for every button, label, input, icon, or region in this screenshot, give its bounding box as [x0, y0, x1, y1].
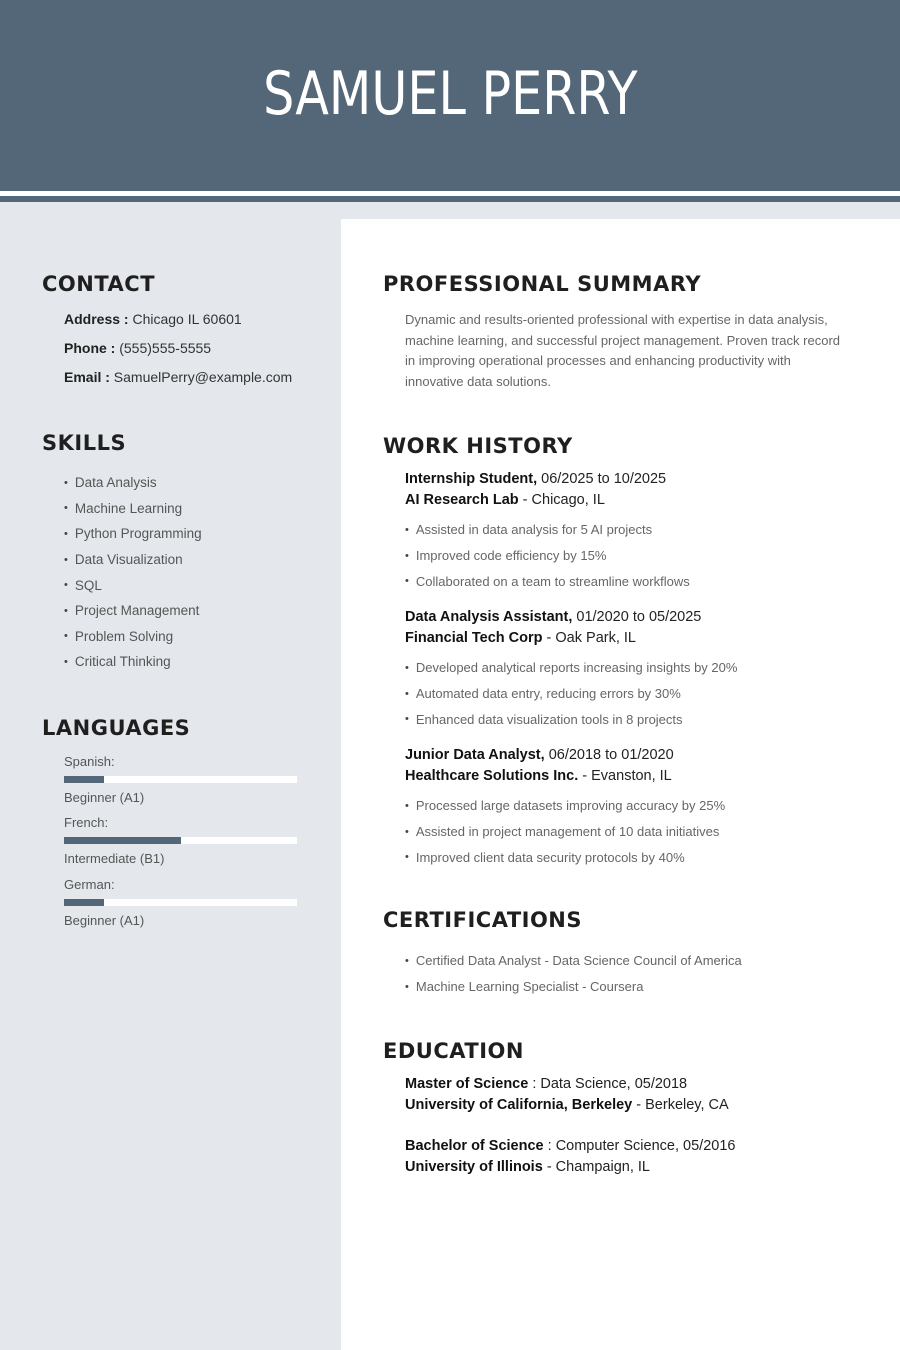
language-item — [64, 877, 298, 928]
job-entry — [405, 747, 865, 870]
degree-line — [405, 1138, 865, 1159]
skill-item: • Data Visualization — [64, 547, 202, 573]
job-bullet: • Assisted in data analysis for 5 AI projects — [405, 517, 865, 543]
language-proficiency-fill — [64, 837, 181, 844]
school-location: - Berkeley, CA — [636, 1097, 729, 1113]
certification-item: • Machine Learning Specialist - Coursera — [405, 974, 742, 1000]
school-name: University of Illinois — [405, 1159, 543, 1175]
header-accent-strip — [341, 202, 900, 219]
job-bullet: • Enhanced data visualization tools in 8 projects — [405, 707, 865, 733]
job-bullet: • Processed large datasets improving accuracy by 25% — [405, 793, 865, 819]
job-bullet: • Automated data entry, reducing errors by 30% — [405, 681, 865, 707]
work-history-heading: WORK HISTORY — [383, 434, 573, 458]
job-entry — [405, 609, 865, 732]
skill-item: • Data Analysis — [64, 470, 202, 496]
job-location: - Chicago, IL — [522, 492, 605, 508]
job-company-line — [405, 492, 865, 513]
language-name: French: — [64, 815, 109, 830]
contact-address — [64, 311, 242, 327]
job-role: Junior Data Analyst, — [405, 747, 545, 763]
job-role: Data Analysis Assistant, — [405, 609, 573, 625]
job-bullet: • Developed analytical reports increasing insights by 20% — [405, 655, 865, 681]
education-entry — [405, 1076, 865, 1118]
job-company: Healthcare Solutions Inc. — [405, 768, 579, 784]
job-entry — [405, 471, 865, 594]
address-label: Address : — [64, 311, 129, 327]
phone-value: (555)555-5555 — [119, 340, 212, 356]
degree-field: : Computer Science, 05/2016 — [547, 1138, 736, 1154]
skills-heading: SKILLS — [42, 431, 127, 455]
job-company-line — [405, 768, 865, 789]
summary-text: Dynamic and results-oriented professional with expertise in data analysis, machine learning, and successful project management. Proven track record in improving operational processes and enhancing productivity with innovative data solutions. — [405, 312, 840, 389]
language-name: German: — [64, 877, 115, 892]
degree-name: Master of Science — [405, 1076, 529, 1092]
skill-item: • SQL — [64, 572, 202, 598]
contact-email — [64, 369, 292, 385]
language-level: Beginner (A1) — [64, 913, 145, 928]
job-role-line — [405, 471, 865, 492]
language-proficiency-bar — [64, 899, 297, 906]
skill-item: • Critical Thinking — [64, 649, 202, 675]
languages-heading: LANGUAGES — [42, 716, 191, 740]
phone-label: Phone : — [64, 340, 116, 356]
job-location: - Evanston, IL — [582, 768, 672, 784]
job-role-line — [405, 747, 865, 768]
job-company: AI Research Lab — [405, 492, 519, 508]
address-value: Chicago IL 60601 — [132, 311, 242, 327]
skill-item: • Project Management — [64, 598, 202, 624]
candidate-name: SAMUEL PERRY — [262, 58, 638, 129]
language-proficiency-fill — [64, 899, 104, 906]
job-company: Financial Tech Corp — [405, 630, 543, 646]
job-bullet: • Improved client data security protocols by 40% — [405, 845, 865, 871]
language-proficiency-bar — [64, 776, 297, 783]
job-bullet: • Assisted in project management of 10 data initiatives — [405, 819, 865, 845]
certification-item: • Certified Data Analyst - Data Science Council of America — [405, 948, 742, 974]
header-banner — [0, 0, 900, 191]
job-dates: 06/2025 to 10/2025 — [541, 471, 667, 487]
education-entry — [405, 1138, 865, 1180]
language-item — [64, 815, 298, 866]
language-proficiency-fill — [64, 776, 104, 783]
degree-line — [405, 1076, 865, 1097]
job-bullet: • Improved code efficiency by 15% — [405, 543, 865, 569]
skills-list — [64, 470, 202, 675]
job-role-line — [405, 609, 865, 630]
skill-item: • Problem Solving — [64, 624, 202, 650]
job-dates: 01/2020 to 05/2025 — [576, 609, 702, 625]
school-location: - Champaign, IL — [546, 1159, 650, 1175]
job-bullets — [405, 517, 865, 594]
job-bullets — [405, 793, 865, 870]
language-proficiency-bar — [64, 837, 297, 844]
contact-phone — [64, 340, 211, 356]
degree-name: Bachelor of Science — [405, 1138, 544, 1154]
email-value: SamuelPerry@example.com — [113, 369, 293, 385]
language-name: Spanish: — [64, 754, 115, 769]
language-level: Intermediate (B1) — [64, 851, 165, 866]
school-line — [405, 1159, 865, 1180]
school-line — [405, 1097, 865, 1118]
language-level: Beginner (A1) — [64, 790, 145, 805]
job-role: Internship Student, — [405, 471, 538, 487]
job-bullets — [405, 655, 865, 732]
email-label: Email : — [64, 369, 110, 385]
job-bullet: • Collaborated on a team to streamline workflows — [405, 569, 865, 595]
degree-field: : Data Science, 05/2018 — [532, 1076, 688, 1092]
job-company-line — [405, 630, 865, 651]
job-location: - Oak Park, IL — [546, 630, 636, 646]
skill-item: • Python Programming — [64, 521, 202, 547]
education-heading: EDUCATION — [383, 1039, 524, 1063]
job-dates: 06/2018 to 01/2020 — [548, 747, 674, 763]
certifications-list — [405, 948, 742, 1000]
school-name: University of California, Berkeley — [405, 1097, 633, 1113]
language-item — [64, 754, 298, 805]
certifications-heading: CERTIFICATIONS — [383, 908, 583, 932]
skill-item: • Machine Learning — [64, 496, 202, 522]
contact-heading: CONTACT — [42, 272, 156, 296]
summary-heading: PROFESSIONAL SUMMARY — [383, 272, 702, 296]
